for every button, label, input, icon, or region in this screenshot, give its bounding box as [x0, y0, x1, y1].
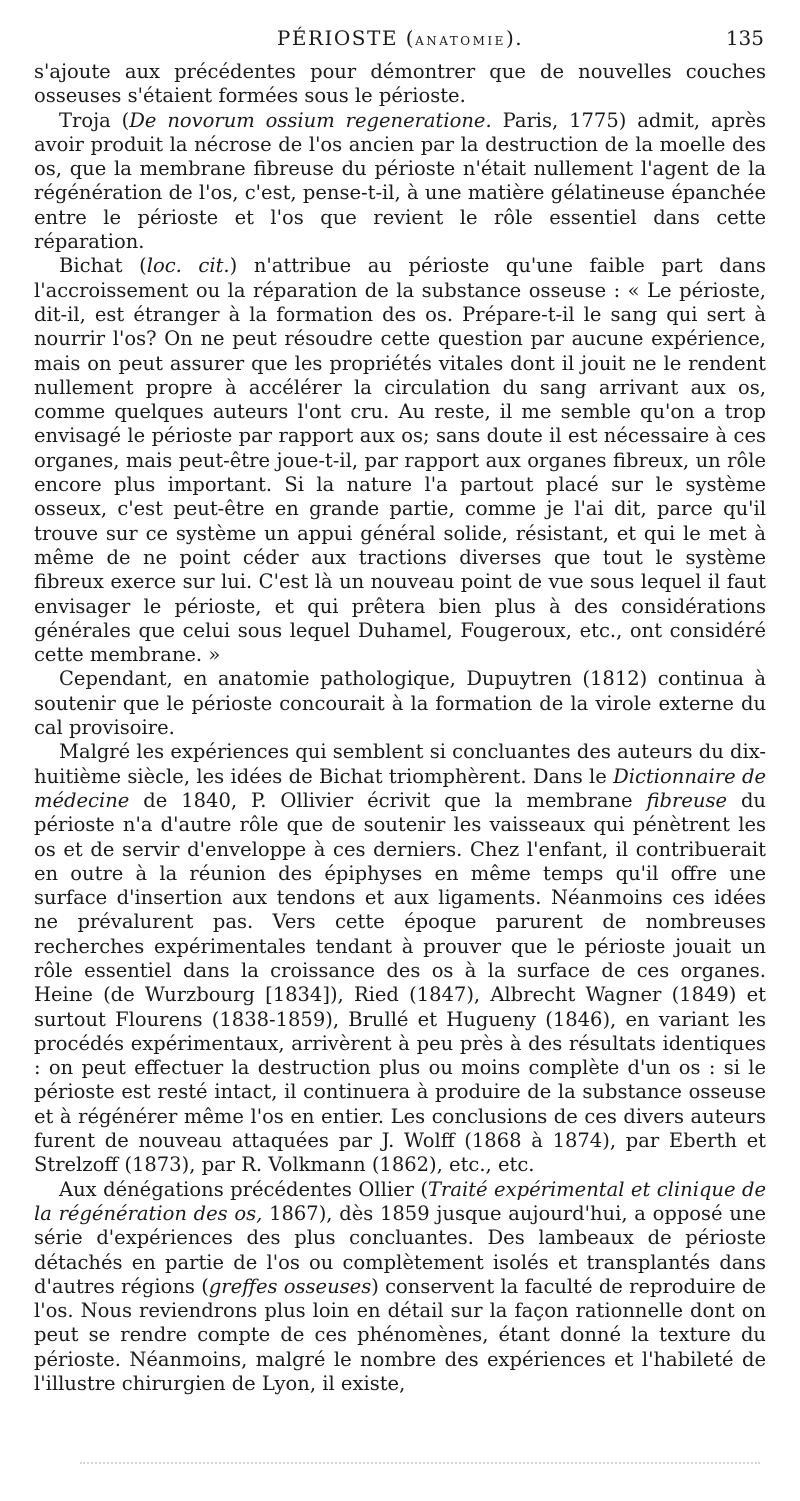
italic-citation: Dictionnaire de médecine	[34, 764, 766, 812]
title-subtitle: ANATOMIE	[415, 34, 506, 48]
text-run: du périoste n'a d'autre rôle que de soutenir les vaisseaux qui pénètrent les os et de servir d'enveloppe à ces derniers. Chez l'enfant, il contribuerait en outre à la réunion des épiphyses en même temps qu'il offre une surface d'insertion aux tendons et aux ligaments. Néanmoins ces idées ne prévalurent pas. Vers cette époque parurent de nombreuses recherches expérimentales tendant à prouver que le périoste jouait un rôle essentiel dans la croissance des os à la surface de ces organes. Heine (de Wurzbourg [1834]), Ried (1847), Albrecht Wagner (1849) et surtout Flourens (1838-1859), Brullé et Hugueny (1846), en variant les procédés expérimentaux, arrivèrent à peu près à des résultats identiques : on peut effectuer la destruction plus ou moins complète d'un os : si le périoste est resté intact, il continuera à produire de la substance osseuse et à régénérer même l'os en entier. Les conclusions de ces divers auteurs furent de nouveau attaquées par J. Wolff (1868 à 1874), par Eberth et Strelzoff (1873), par R. Volkmann (1862), etc., etc.	[34, 788, 766, 1177]
running-title	[34, 26, 766, 50]
text-run: Paris, 1775) admit, après avoir produit la nécrose de l'os ancien par la destruction de la moelle des os, que la membrane fibreuse du périoste n'était nullement l'agent de la régénération de l'os, c'est, pense-t-il, à une matière gélatineuse épanchée entre le périoste et l'os que revient le rôle essentiel dans cette réparation.	[34, 108, 767, 254]
title-main: PÉRIOSTE	[276, 26, 398, 50]
paragraph-ollivier	[34, 740, 766, 1177]
text-run: Bichat (	[59, 254, 147, 278]
body-text	[34, 60, 766, 1396]
text-run: de 1840, P. Ollivier écrivit que la membrane	[129, 788, 647, 812]
text-run: ) conservent la faculté de reproduire de l'os. Nous reviendrons plus loin en détail sur la façon rationnelle dont on peut se rendre compte de ces phénomènes, étant donné la texture du périoste. Néanmoins, malgré le nombre des expériences et l'habileté de l'illustre chirurgien de Lyon, il existe,	[34, 1274, 766, 1396]
paragraph-troja	[34, 109, 766, 255]
italic-term: fibreuse	[646, 788, 727, 812]
title-open: (	[397, 26, 416, 50]
running-header	[34, 24, 766, 54]
paragraph-dupuytren: Cependant, en anatomie pathologique, Dupuytren (1812) continua à soutenir que le périoste concourait à la formation de la virole externe du cal provisoire.	[34, 667, 766, 740]
text-run: ) n'attribue au périoste qu'une faible part dans l'accroissement ou la réparation de la substance osseuse : « Le périoste, dit-il, est étranger à la formation des os. Prépare-t-il le sang qui sert à nourrir l'os? On ne peut résoudre cette question par aucune expérience, mais on peut assurer que les propriétés vitales dont il jouit ne le rendent nullement propre à accélérer la circulation du sang arrivant aux os, comme quelques auteurs l'ont cru. Au reste, il me semble qu'on a trop envisagé le périoste par rapport aux os; sans doute il est nécessaire à ces organes, mais peut-être joue-t-il, par rapport aux organes fibreux, un rôle encore plus important. Si la nature l'a partout placé sur le système osseux, c'est peut-être en grande partie, comme je l'ai dit, parce qu'il trouve sur ce système un appui général solide, résistant, et qui le met à même de ne point céder aux tractions diverses que tout le système fibreux exerce sur lui. C'est là un nouveau point de vue sous lequel il faut envisager le périoste, et qui prêtera bien plus à des considérations générales que celui sous lequel Duhamel, Fougeroux, etc., ont considéré cette membrane. »	[34, 254, 766, 667]
paragraph-bichat	[34, 254, 766, 667]
paragraph-continuation: s'ajoute aux précédentes pour démontrer que de nouvelles couches osseuses s'étaient formées sous le périoste.	[34, 60, 766, 108]
italic-citation: De novorum ossium regeneratione.	[129, 108, 492, 132]
title-close: ).	[505, 26, 524, 50]
text-run: Troja (	[59, 108, 130, 132]
bleed-through-dots	[80, 1462, 760, 1470]
text-run: Malgré les expériences qui semblent si concluantes des auteurs du dix-huitième siècle, les idées de Bichat triomphèrent. Dans le	[34, 740, 766, 788]
italic-term: greffes osseuses	[208, 1274, 372, 1298]
text-run: Aux dénégations précédentes Ollier (	[59, 1177, 429, 1201]
italic-citation: loc. cit.	[146, 254, 230, 278]
text-run: 1867), dès 1859 jusque aujourd'hui, a opposé une série d'expériences des plus concluantes. Des lambeaux de périoste détachés en partie de l'os ou complètement isolés et transplantés dans d'autres régions (	[34, 1201, 766, 1298]
paragraph-ollier	[34, 1178, 766, 1397]
page-number: 135	[725, 26, 764, 50]
italic-citation: Traité expérimental et clinique de la régénération des os,	[34, 1177, 767, 1225]
